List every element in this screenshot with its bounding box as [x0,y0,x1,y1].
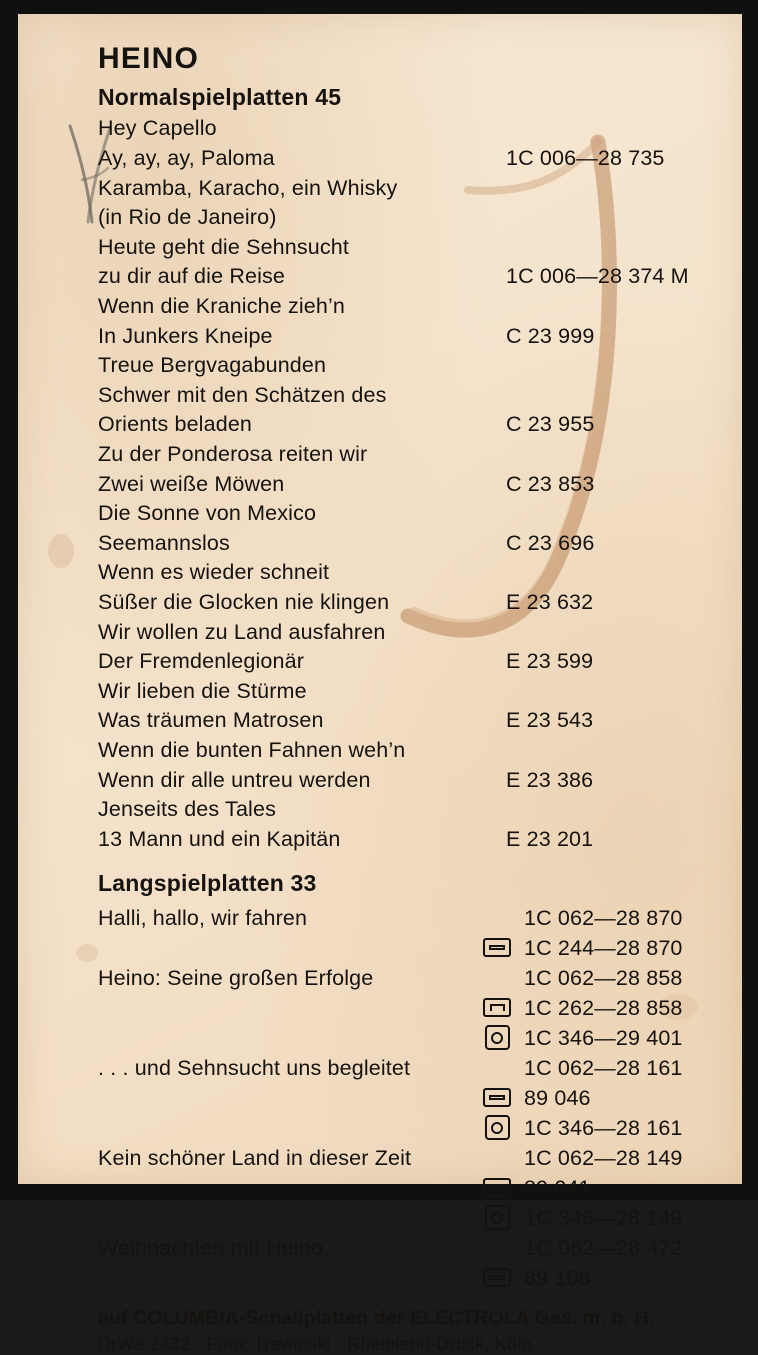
table-row [98,558,706,588]
table-row [98,440,706,470]
track-title: (in Rio de Janeiro) [98,205,277,230]
catalog-number: 89 108 [524,1265,591,1290]
table-row [98,1263,706,1293]
card-content [18,14,742,1355]
track-title: Seemannslos [98,530,230,555]
table-row [98,174,706,204]
track-title: Wenn dir alle untreu werden [98,767,371,792]
track-title: Die Sonne von Mexico [98,501,317,526]
catalog-number: E 23 386 [506,767,594,792]
table-row [98,825,706,855]
track-title: Zu der Ponderosa reiten wir [98,441,368,466]
track-title: Orients beladen [98,412,253,437]
table-row [98,1203,706,1233]
table-row [98,1053,706,1083]
table-row [98,529,706,559]
paper-surface [18,14,742,1354]
track-title: Ay, ay, ay, Paloma [98,146,275,171]
label-imprint: auf COLUMBIA-Schallplatten der ELECTROLA Ges. m. b. H. [98,1306,655,1329]
album-title: Halli, hallo, wir fahren [98,905,308,930]
table-row [98,766,706,796]
table-row [98,499,706,529]
singles-list [98,114,706,854]
catalog-number: 1C 062—28 149 [524,1145,683,1170]
catalog-number: 1C 346—29 401 [524,1025,683,1050]
cassette-icon [483,938,511,957]
format-icon-cell [470,1115,524,1140]
reel-icon [485,1025,510,1050]
catalog-number: 1C 262—28 858 [524,995,683,1020]
table-row [98,736,706,766]
track-title: In Junkers Kneipe [98,323,273,348]
cassette-icon [483,1088,511,1107]
section-heading-singles: Normalspielplatten 45 [98,84,342,110]
track-title: Zwei weiße Möwen [98,471,285,496]
format-icon-cell [470,1268,524,1287]
catalog-number: C 23 853 [506,471,595,496]
catalog-number: E 23 632 [506,589,594,614]
catalog-number: 1C 244—28 870 [524,935,683,960]
cassette-icon [483,1268,511,1287]
cassette-icon [483,1178,511,1197]
format-icon-cell [470,998,524,1017]
track-title: Karamba, Karacho, ein Whisky [98,175,398,200]
track-title: Schwer mit den Schätzen des [98,382,387,407]
catalog-number: 1C 346—28 149 [524,1205,683,1230]
table-row [98,114,706,144]
table-row [98,233,706,263]
catalog-number: E 23 599 [506,649,594,674]
table-row [98,795,706,825]
table-row [98,1113,706,1143]
reel-icon [485,1205,510,1230]
format-icon-cell [470,1088,524,1107]
footer [98,1307,706,1355]
table-row [98,677,706,707]
table-row [98,647,706,677]
track-title: Wenn die bunten Fahnen weh’n [98,737,406,762]
track-title: Hey Capello [98,116,217,141]
catalog-number: 1C 006—28 374 M [506,264,689,289]
table-row [98,1143,706,1173]
track-title: Wir wollen zu Land ausfahren [98,619,386,644]
format-icon-cell [470,1205,524,1230]
track-title: Was träumen Matrosen [98,708,324,733]
catalog-number: 89 046 [524,1085,591,1110]
track-title: Süßer die Glocken nie klingen [98,589,390,614]
album-title: . . . und Sehnsucht uns begleitet [98,1055,411,1080]
table-row [98,410,706,440]
table-row [98,618,706,648]
catalog-number: 1C 346—28 161 [524,1115,683,1140]
track-title: Der Fremdenlegionär [98,649,304,674]
catalog-number: E 23 543 [506,708,594,733]
table-row [98,1083,706,1113]
catalog-number: 1C 062—28 472 [524,1235,683,1260]
table-row [98,322,706,352]
table-row [98,933,706,963]
cartridge-icon [483,998,511,1017]
format-icon-cell [470,938,524,957]
track-title: 13 Mann und ein Kapitän [98,826,341,851]
track-title: Heute geht die Sehnsucht [98,234,350,259]
table-row [98,144,706,174]
album-title: Heino: Seine großen Erfolge [98,965,374,990]
catalog-number: 1C 062—28 870 [524,905,683,930]
lp-list [98,903,706,1293]
table-row [98,706,706,736]
catalog-number: C 23 696 [506,530,595,555]
table-row [98,1173,706,1203]
format-icon-cell [470,1178,524,1197]
table-row [98,381,706,411]
album-title: Kein schöner Land in dieser Zeit [98,1145,412,1170]
table-row [98,292,706,322]
track-title: Wir lieben die Stürme [98,678,307,703]
section-heading-lps: Langspielplatten 33 [98,870,317,897]
catalog-number: 1C 062—28 161 [524,1055,683,1080]
catalog-number: 1C 006—28 735 [506,146,665,171]
album-title: Weihnachten mit Heino [98,1235,324,1260]
catalog-number: 1C 062—28 858 [524,965,683,990]
track-title: Wenn es wieder schneit [98,560,330,585]
format-icon-cell [470,1025,524,1050]
page-title: HEINO [98,42,200,75]
table-row [98,351,706,381]
table-row [98,1023,706,1053]
catalog-number: C 23 955 [506,412,595,437]
table-row [98,588,706,618]
table-row [98,903,706,933]
track-title: zu dir auf die Reise [98,264,286,289]
catalog-number: C 23 999 [506,323,595,348]
table-row [98,262,706,292]
catalog-number: 89 041 [524,1175,591,1200]
table-row [98,470,706,500]
table-row [98,963,706,993]
track-title: Treue Bergvagabunden [98,353,327,378]
table-row [98,203,706,233]
table-row [98,1233,706,1263]
print-credits: DrWa 2432 · Foto: Trawinski · Rheinland-Druck, Köln [98,1333,532,1354]
track-title: Wenn die Kraniche zieh’n [98,294,346,318]
track-title: Jenseits des Tales [98,797,276,822]
table-row [98,993,706,1023]
catalog-number: E 23 201 [506,826,594,851]
reel-icon [485,1115,510,1140]
